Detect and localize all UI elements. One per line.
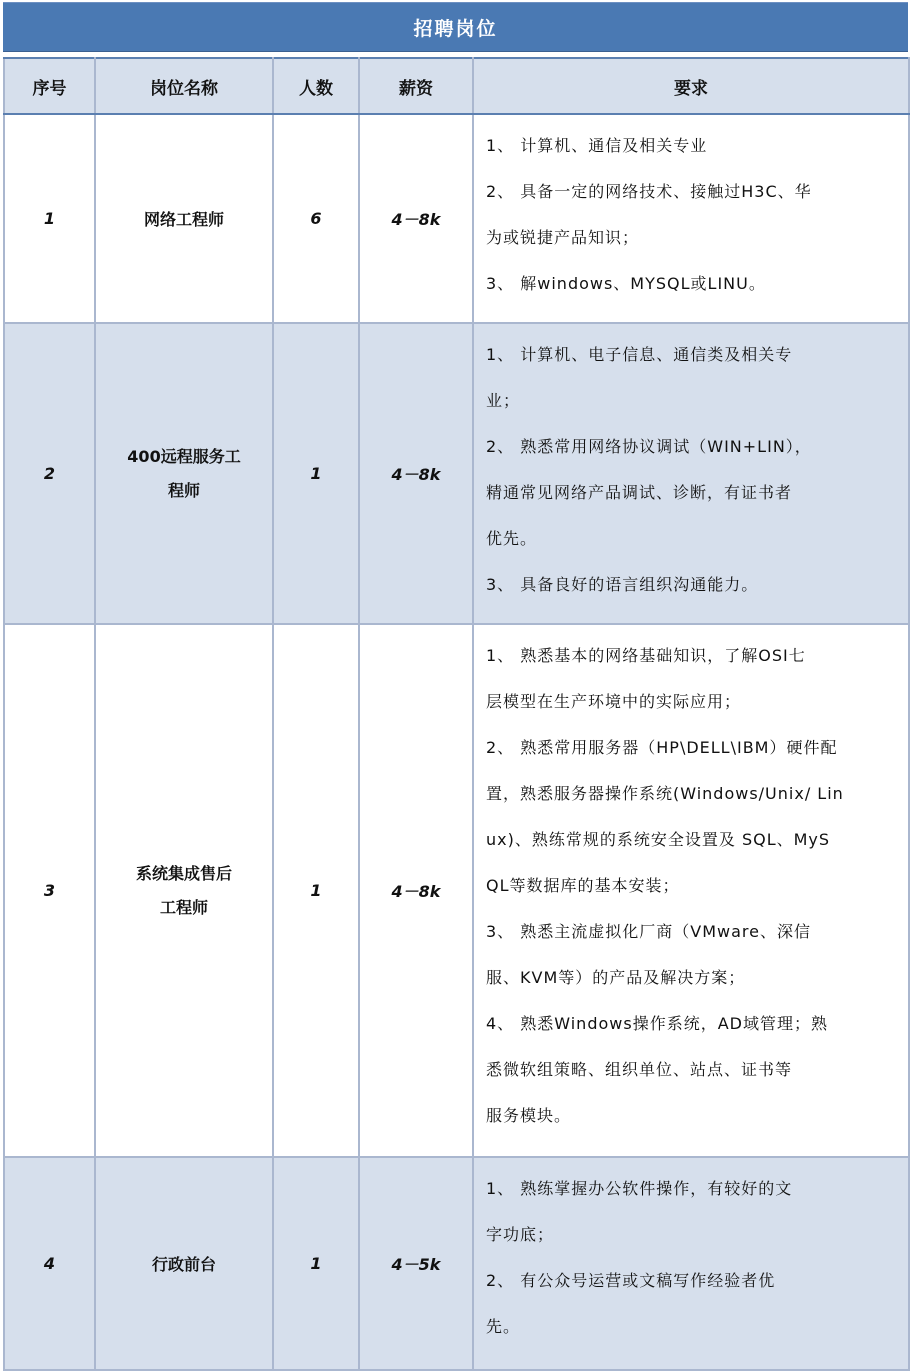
requirement-line: 业； — [486, 391, 521, 410]
header-salary: 薪资 — [359, 58, 473, 114]
row-salary: 4－8k — [359, 323, 473, 624]
requirement-line: 优先。 — [486, 529, 538, 548]
page-title: 招聘岗位 — [3, 2, 908, 52]
requirement-line: 2、 熟悉常用网络协议调试（WIN+LIN）， — [486, 437, 812, 456]
requirement-line: 层模型在生产环境中的实际应用； — [486, 692, 742, 711]
position-line: 工程师 — [159, 897, 208, 917]
table-header-row — [4, 58, 909, 114]
requirement-line: 3、 具备良好的语言组织沟通能力。 — [486, 575, 759, 594]
row-requirements — [473, 1157, 909, 1370]
requirement-line: 3、 解windows、MYSQL或LINU。 — [486, 274, 766, 293]
header-requirements: 要求 — [473, 58, 909, 114]
table-row — [4, 114, 909, 323]
row-salary: 4－8k — [359, 624, 473, 1157]
position-line: 系统集成售后 — [135, 863, 232, 883]
requirement-line: 精通常见网络产品调试、诊断，有证书者 — [486, 483, 793, 502]
table-row — [4, 323, 909, 624]
row-headcount: 1 — [273, 1157, 359, 1370]
row-salary: 4－5k — [359, 1157, 473, 1370]
requirement-line: 服务模块。 — [486, 1106, 572, 1125]
requirement-line: 1、 计算机、通信及相关专业 — [486, 136, 708, 155]
requirement-line: ux)、熟练常规的系统安全设置及 SQL、MyS — [486, 830, 831, 849]
table-row — [4, 624, 909, 1157]
requirement-line: 2、 具备一定的网络技术、接触过H3C、华 — [486, 182, 812, 201]
position-line: 程师 — [167, 480, 200, 500]
requirement-line: 先。 — [486, 1317, 521, 1336]
row-headcount: 6 — [273, 114, 359, 323]
row-requirements — [473, 323, 909, 624]
requirement-line: 字功底； — [486, 1225, 555, 1244]
requirement-line: 悉微软组策略、组织单位、站点、证书等 — [486, 1060, 793, 1079]
positions-table — [3, 57, 910, 1371]
row-index: 2 — [4, 323, 95, 624]
requirement-line: 2、 熟悉常用服务器（HP\DELL\IBM）硬件配 — [486, 738, 838, 757]
requirement-line: 3、 熟悉主流虚拟化厂商（VMware、深信 — [486, 922, 811, 941]
table-row — [4, 1157, 909, 1370]
row-requirements — [473, 624, 909, 1157]
requirement-line: 2、 有公众号运营或文稿写作经验者优 — [486, 1271, 776, 1290]
row-index: 1 — [4, 114, 95, 323]
row-position: 行政前台 — [95, 1157, 273, 1370]
row-position: 网络工程师 — [95, 114, 273, 323]
requirement-line: 4、 熟悉Windows操作系统，AD域管理；熟 — [486, 1014, 828, 1033]
row-index: 3 — [4, 624, 95, 1157]
requirement-line: 服、KVM等）的产品及解决方案； — [486, 968, 746, 987]
header-index: 序号 — [4, 58, 95, 114]
requirement-line: 1、 熟练掌握办公软件操作，有较好的文 — [486, 1179, 793, 1198]
requirement-line: 为或锐捷产品知识； — [486, 228, 640, 247]
requirement-line: 置，熟悉服务器操作系统(Windows/Unix/ Lin — [486, 784, 844, 803]
row-position — [95, 624, 273, 1157]
requirement-line: 1、 计算机、电子信息、通信类及相关专 — [486, 345, 793, 364]
header-headcount: 人数 — [273, 58, 359, 114]
requirement-line: 1、 熟悉基本的网络基础知识，了解OSI七 — [486, 646, 806, 665]
header-position: 岗位名称 — [95, 58, 273, 114]
row-index: 4 — [4, 1157, 95, 1370]
requirement-line: QL等数据库的基本安装； — [486, 876, 680, 895]
row-headcount: 1 — [273, 624, 359, 1157]
row-requirements — [473, 114, 909, 323]
position-line: 400远程服务工 — [127, 446, 241, 466]
row-position — [95, 323, 273, 624]
row-headcount: 1 — [273, 323, 359, 624]
row-salary: 4－8k — [359, 114, 473, 323]
